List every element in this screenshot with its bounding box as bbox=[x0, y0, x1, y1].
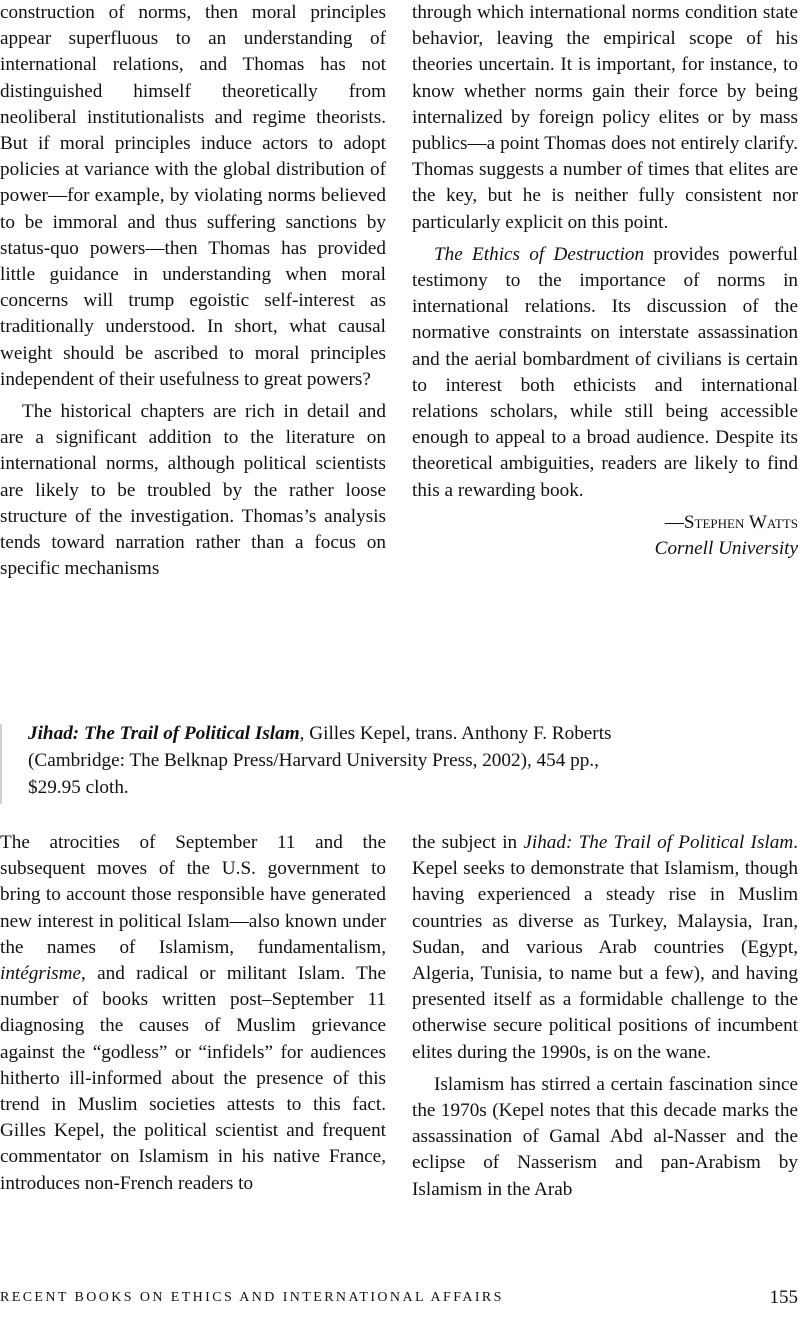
paragraph bbox=[412, 242, 798, 504]
paragraph: through which international norms condition state behavior, leaving the empirical scope of his theories uncertain. It is important, for instance, to know whether norms gain their force by being internalized by foreign policy elites or by mass publics—a point Thomas does not entirely clarify. Thomas suggests a number of times that elites are the key, but he is neither fully consistent nor particularly explicit on this point. bbox=[412, 2, 798, 233]
top-left-column bbox=[0, 0, 386, 582]
running-head: RECENT BOOKS ON ETHICS AND INTERNATIONAL AFFAIRS bbox=[0, 1290, 504, 1305]
citation-details: , Gilles Kepel, trans. Anthony F. Roberts bbox=[299, 723, 612, 744]
citation-price: $29.95 cloth. bbox=[28, 777, 129, 798]
page-footer bbox=[0, 1287, 800, 1314]
book-title: Jihad: The Trail of Political Islam bbox=[28, 723, 300, 744]
paragraph: the subject in Jihad: The Trail of Political Islam. Kepel seeks to demonstrate that Islamism, though having experienced a steady rise in Muslim countries as diverse as Turkey, Malaysia, Iran, Sudan, and various Arab countries (Egypt, Algeria, Tunisia, to name but a few), and having presented itself as a formidable challenge to the otherwise secure political positions of incumbent elites during the 1990s, is on the wane. bbox=[412, 832, 798, 1063]
reviewer-affiliation: Cornell University bbox=[654, 538, 798, 560]
book-title-italic: The Ethics of Destruction bbox=[434, 243, 645, 265]
book-title-italic: Jihad: The Trail of Political Islam bbox=[523, 832, 794, 853]
citation-publisher: (Cambridge: The Belknap Press/Harvard University Press, 2002), 454 pp., bbox=[28, 750, 599, 771]
reviewer-name: —Stephen Watts bbox=[664, 511, 798, 533]
review-citation bbox=[28, 720, 768, 801]
page-number: 155 bbox=[769, 1287, 798, 1308]
header-rule bbox=[0, 724, 2, 804]
bottom-right-column bbox=[412, 830, 798, 1203]
paragraph: Islamism has stirred a certain fascination since the 1970s (Kepel notes that this decade marks the assassination of Gamal Abd al-Nasser and the eclipse of Nasserism and pan-Arabism by Islamism in the Arab bbox=[412, 1073, 798, 1200]
review-header bbox=[0, 720, 800, 810]
paragraph: construction of norms, then moral principles appear superfluous to an understanding of international relations, and Thomas has not distinguished himself theoretically from neoliberal institutionalists and regime theorists. But if moral principles induce actors to adopt policies at variance with the global distribution of power—for example, by violating norms believed to be immoral and thus suffering sanctions by status-quo powers—then Thomas has provided little guidance in understanding when moral concerns will trump egoistic self-interest as traditionally understood. In short, what causal weight should be ascribed to moral principles independent of their usefulness to great powers? bbox=[0, 2, 386, 390]
paragraph: The atrocities of September 11 and the subsequent moves of the U.S. government to bring to account those responsible have generated new interest in political Islam—also known under the names of Islamism, fundamentalism, intégrisme, and radical or militant Islam. The number of books written post–September 11 diagnosing the causes of Muslim grievance against the “godless” or “infidels” for audiences hitherto ill-informed about the presence of this trend in Muslim societies attests to this fact. Gilles Kepel, the political scientist and frequent commentator on Islamism in his native France, introduces non-French readers to bbox=[0, 832, 386, 1194]
italic-term: intégrisme bbox=[0, 963, 82, 985]
top-right-column bbox=[412, 0, 798, 562]
paragraph: The historical chapters are rich in detail and are a significant addition to the literature on international norms, although political scientists are likely to be troubled by the rather loose structure of the investigation. Thomas’s analysis tends toward narration rather than a focus on specific mechanisms bbox=[0, 401, 386, 580]
paragraph-text: provides powerful testimony to the importance of norms in international relations. Its discussion of the normative constraints on interstate assassination and the aerial bombardment of civilians is certain to interest both ethicists and international relations scholars, while still being accessible enough to appeal to a broad audience. Despite its theoretical ambiguities, readers are likely to find this a rewarding book. bbox=[412, 243, 799, 501]
bottom-left-column bbox=[0, 830, 386, 1197]
